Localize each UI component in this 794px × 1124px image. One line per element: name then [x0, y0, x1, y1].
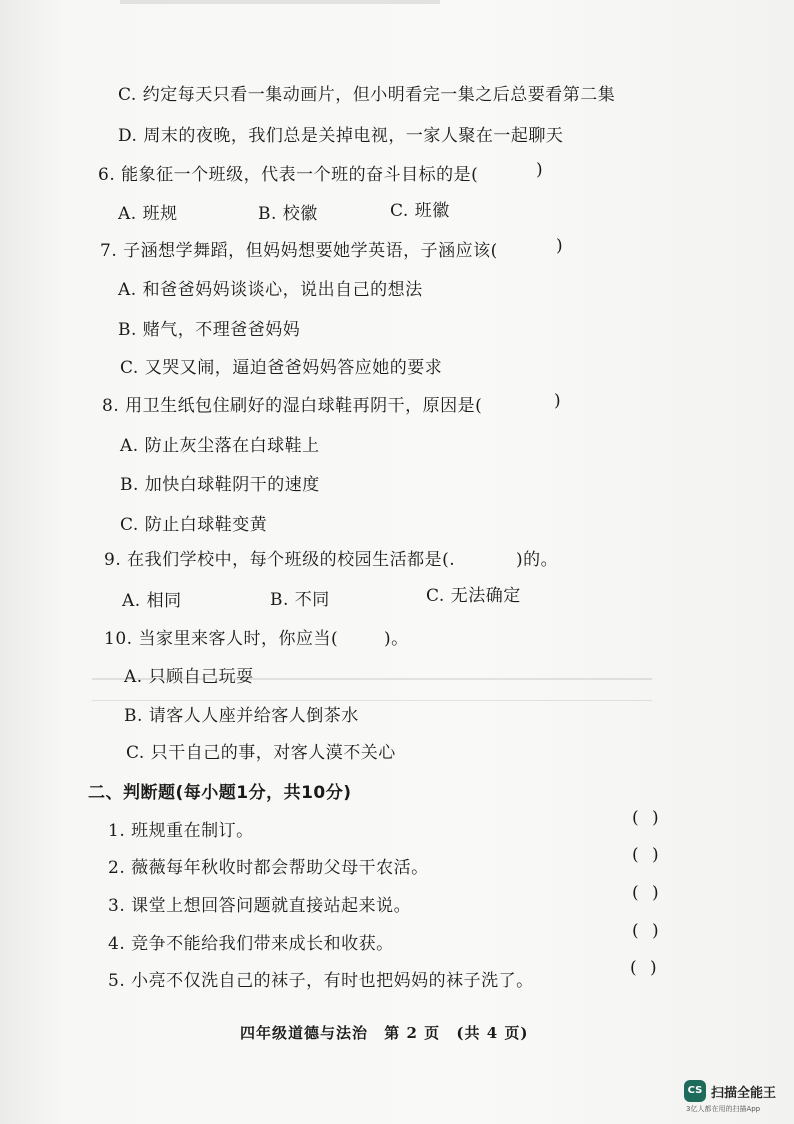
scanner-watermark: [684, 1080, 794, 1120]
question-8-close: ): [554, 391, 562, 411]
q5-option-d: D. 周末的夜晚，我们总是关掉电视，一家人聚在一起聊天: [118, 126, 564, 146]
judge-item-1: 1. 班规重在制订。: [108, 821, 254, 841]
footer-page: 第 2 页: [384, 1024, 441, 1042]
question-6: 6. 能象征一个班级，代表一个班的奋斗目标的是(: [98, 165, 479, 185]
q9-option-c: C. 无法确定: [426, 586, 521, 606]
q6-option-b: B. 校徽: [258, 204, 318, 224]
q8-option-b: B. 加快白球鞋阴干的速度: [120, 475, 320, 495]
q5-option-c: C. 约定每天只看一集动画片，但小明看完一集之后总要看第二集: [118, 85, 616, 105]
judge-answer-1[interactable]: ( ): [632, 808, 663, 828]
judge-item-2: 2. 薇薇每年秋收时都会帮助父母干农活。: [108, 858, 429, 878]
judge-answer-3[interactable]: ( ): [632, 883, 663, 903]
question-7: 7. 子涵想学舞蹈，但妈妈想要她学英语，子涵应该(: [100, 241, 498, 261]
q8-option-c: C. 防止白球鞋变黄: [120, 515, 268, 535]
q7-option-a: A. 和爸爸妈妈谈谈心，说出自己的想法: [118, 280, 423, 300]
q10-option-b: B. 请客人人座并给客人倒茶水: [124, 706, 359, 726]
question-9-close: )的。: [516, 550, 559, 570]
footer-subject: 四年级道德与法治: [240, 1024, 369, 1042]
q7-option-c: C. 又哭又闹，逼迫爸爸妈妈答应她的要求: [120, 358, 443, 378]
q8-option-a: A. 防止灰尘落在白球鞋上: [120, 436, 320, 456]
watermark-tagline: 3亿人都在用的扫描App: [686, 1105, 761, 1113]
section-2-title: 二、判断题(每小题1分，共10分): [88, 783, 352, 803]
judge-answer-5[interactable]: ( ): [630, 958, 661, 978]
question-10-close: )。: [384, 629, 409, 649]
question-6-close: ): [536, 160, 544, 180]
q10-option-a: A. 只顾自己玩耍: [124, 667, 254, 687]
q10-option-c: C. 只干自己的事，对客人漠不关心: [126, 743, 396, 763]
q6-option-a: A. 班规: [118, 204, 178, 224]
judge-item-5: 5. 小亮不仅洗自己的袜子，有时也把妈妈的袜子洗了。: [108, 971, 534, 991]
q9-option-a: A. 相同: [122, 591, 182, 611]
judge-answer-4[interactable]: ( ): [632, 921, 663, 941]
question-9: 9. 在我们学校中，每个班级的校园生活都是(.: [104, 550, 456, 570]
watermark-app-name: 扫描全能王: [711, 1086, 777, 1101]
page-footer: [240, 1022, 538, 1043]
footer-total: (共 4 页): [456, 1024, 529, 1042]
question-8: 8. 用卫生纸包住刷好的湿白球鞋再阴干，原因是(: [102, 396, 483, 416]
q9-option-b: B. 不同: [270, 590, 330, 610]
q6-option-c: C. 班徽: [390, 201, 450, 221]
judge-item-3: 3. 课堂上想回答问题就直接站起来说。: [108, 896, 412, 916]
q7-option-b: B. 赌气，不理爸爸妈妈: [118, 320, 301, 340]
judge-item-4: 4. 竞争不能给我们带来成长和收获。: [108, 934, 394, 954]
camscanner-logo-icon: CS: [684, 1080, 706, 1102]
scan-smudge: [120, 0, 440, 4]
judge-answer-2[interactable]: ( ): [632, 845, 663, 865]
question-7-close: ): [556, 236, 564, 256]
question-10: 10. 当家里来客人时，你应当(: [104, 629, 339, 649]
